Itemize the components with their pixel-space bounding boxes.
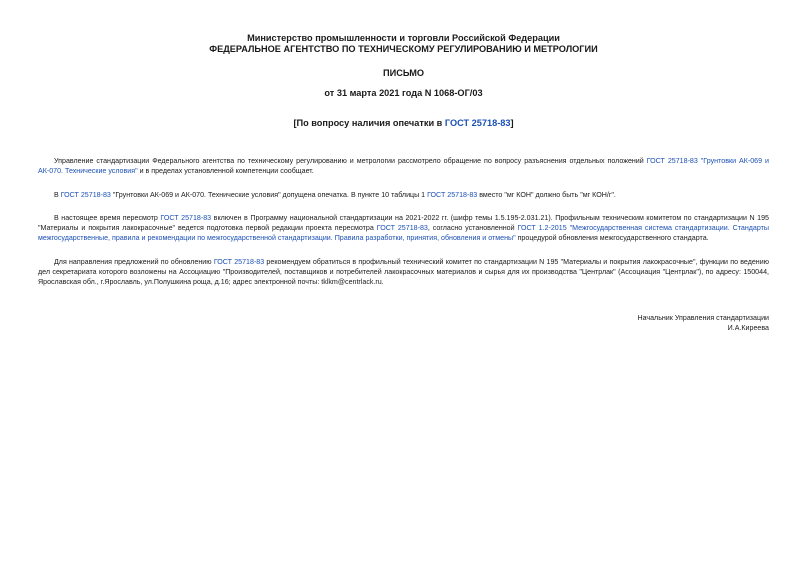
doc-type: ПИСЬМО: [382, 68, 425, 78]
subject-suffix: ]: [510, 118, 514, 128]
letter-header: [0, 33, 807, 55]
p3-text-4: процедурой обновления межгосударственного стандарта.: [515, 234, 709, 243]
p4-text-2: рекомендуем обратиться в профильный технический комитет по стандартизации N 195 "Материалы и покрытия лакокрасочные", функции по ведению дел секретариата которого возложены на Ассоциацию "Производителей, поставщиков и потребителей лакокрасочных материалов и сырья для их производства "Центрлак" (Ассоциация "Центрлак"), по адресу: 150044, Ярославская обл., г.Ярославль, ул.Полушкина роща, д.16; адрес электронной почты: tklkm@centrlack.ru.: [38, 257, 769, 287]
gost-link[interactable]: ГОСТ 25718-83: [60, 190, 111, 199]
date-number: от 31 марта 2021 года N 1068-ОГ/03: [324, 88, 483, 98]
ministry-name: Министерство промышленности и торговли Российской Федерации: [247, 33, 560, 43]
p1-text-1: Управление стандартизации Федерального агентства по техническому регулированию и метрологии рассмотрело обращение по вопросу разъяснения отдельных положений: [54, 157, 647, 165]
letter-subject: [0, 118, 807, 128]
paragraph-4: [38, 257, 769, 288]
paragraph-3: [38, 213, 769, 244]
agency-name: ФЕДЕРАЛЬНОЕ АГЕНТСТВО ПО ТЕХНИЧЕСКОМУ РЕГУЛИРОВАНИЮ И МЕТРОЛОГИИ: [209, 44, 598, 54]
letter-body: [38, 156, 769, 301]
p2-text-1: В: [54, 190, 61, 199]
gost-link[interactable]: ГОСТ 25718-83: [213, 257, 265, 266]
subject-prefix: [По вопросу наличия опечатки в: [293, 118, 445, 128]
gost-link[interactable]: ГОСТ 25718-83: [160, 213, 212, 222]
p2-text-2: "Грунтовки АК-069 и АК-070. Технические условия" допущена опечатка. В пункте 10 таблицы 1: [110, 190, 428, 199]
p3-text-3: , согласно установленной: [427, 224, 518, 233]
signer-name: И.А.Киреева: [727, 324, 769, 333]
gost-link[interactable]: ГОСТ 25718-83 "Грунтовки АК-069 и АК-070. Технические условия": [38, 157, 769, 176]
p4-text-1: Для направления предложений по обновлению: [54, 257, 214, 266]
gost-1-2-link[interactable]: ГОСТ 1.2-2015 "Межгосударственная система стандартизации. Стандарты межгосударственные, правила и рекомендации по межгосударственной стандартизации. Правила разработки, принятия, обновления и отмены": [38, 224, 769, 243]
gost-link[interactable]: ГОСТ 25718-83: [427, 190, 478, 199]
gost-link[interactable]: ГОСТ 25718-83: [444, 118, 511, 128]
gost-link[interactable]: ГОСТ 25718-83: [376, 224, 428, 233]
signature-block: [638, 313, 770, 334]
p3-text-1: В настоящее время пересмотр: [54, 213, 161, 222]
p2-text-3: вместо "мг КОН" должно быть "мг КОН/г".: [477, 190, 616, 199]
signer-position: Начальник Управления стандартизации: [637, 314, 769, 322]
paragraph-2: [38, 190, 769, 200]
paragraph-1: [38, 156, 769, 177]
p1-text-2: и в пределах установленной компетенции сообщает.: [137, 167, 314, 176]
p3-text-2: включен в Программу национальной стандартизации на 2021-2022 гг. (шифр темы 1.5.195-2.031.21). Профильным техническим комитетом по стандартизации N 195 "Материалы и покрытия лакокрасочные" ведется подготовка первой редакции проекта пересмотра: [38, 213, 770, 233]
